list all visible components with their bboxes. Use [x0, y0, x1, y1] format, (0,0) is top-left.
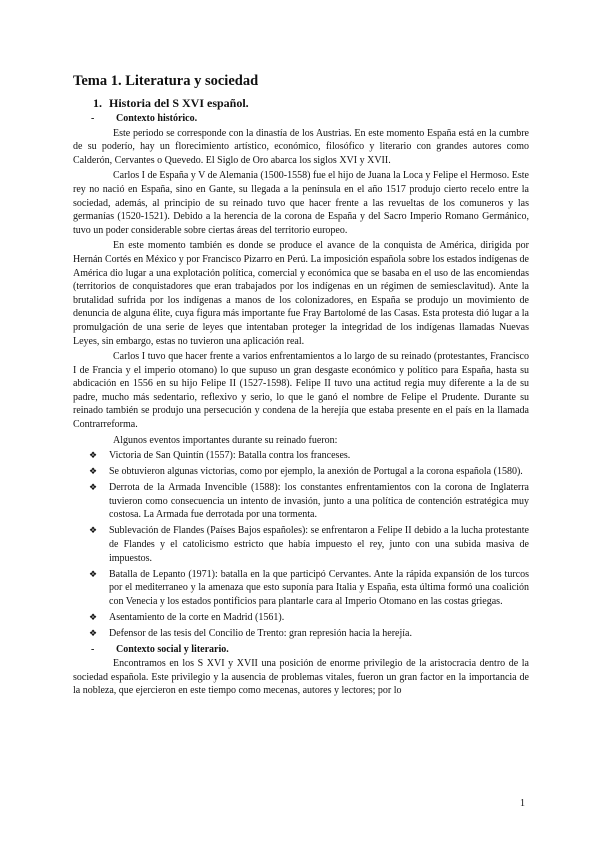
paragraph: En este momento también es donde se produce el avance de la conquista de América, dirigida por Hernán Cortés en México y por Francisco Pizarro en Perú. La imposición española sobre los estados indígenas de América dio lugar a una explotación política, comercial y económica que se basaba en el uso de las encomiendas (territorios de conquistadores que eran trabajados por los indígenas en un régimen de semiesclavitud). Ante la brutalidad sufrida por los indígenas a manos de los colonizadores, en España se produjo un movimiento de denuncia de alguna élite, cuya figura más importante fue Fray Bartolomé de las Casas. Esta protesta dió lugar a la promulgación de una serie de leyes que intentaban proteger la integridad de los indígenas llamadas Nuevas Leyes, sin embargo, estas no tuvieron una aplicación real.: [73, 240, 529, 347]
subsection-dash: -: [91, 643, 95, 655]
section-title: Historia del S XVI español.: [109, 96, 249, 110]
subsection-dash: -: [91, 113, 95, 124]
list-item: [73, 611, 529, 625]
list-item: [73, 449, 529, 463]
events-list: [73, 449, 529, 640]
subsection-heading-historical: [91, 112, 529, 126]
bullet-diamond-icon: ❖: [89, 568, 98, 579]
paragraph: Encontramos en los S XVI y XVII una posición de enorme privilegio de la aristocracia dentro de la sociedad española. Este privilegio y la ausencia de problemas vitales, fueron un gran factor en la importancia de la nobleza, que ejercieron en este tiempo como mecenas, autores y lectores; por lo: [73, 658, 529, 697]
bullet-diamond-icon: ❖: [89, 466, 98, 477]
list-item-text: Defensor de las tesis del Concilio de Trento: gran represión hacia la herejía.: [109, 627, 412, 639]
bullet-diamond-icon: ❖: [89, 627, 98, 638]
list-item-text: Asentamiento de la corte en Madrid (1561).: [109, 611, 285, 623]
list-item-text: Derrota de la Armada Invencible (1588): los constantes enfrentamientos con la corona de Inglaterra tuvieron como consecuencia un intento de invasión, junto a una política de contención estratégica muy costosa. La Armada fue derrotada por una tormenta.: [109, 482, 529, 521]
list-item: [73, 524, 529, 565]
paragraph: Carlos I de España y V de Alemania (1500-1558) fue el hijo de Juana la Loca y Felipe el Hermoso. Este rey no nació en España, sino en Gante, su llegada a la península en el año 1517 produjo cierto recelo entre la sociedad, además, al principio de su reinado tuvo que hacer frente a las revueltas de los comuneros y las germanías (1520-1521). Debido a la herencia de la corona de España y del Sacro Imperio Romano Germánico, tuvo un poder considerable sobre ciertas áreas del territorio europeo.: [73, 170, 529, 236]
section-number: 1.: [93, 96, 102, 110]
list-item: [73, 465, 529, 479]
bullet-diamond-icon: ❖: [89, 525, 98, 536]
section-heading: [93, 96, 529, 111]
subsection-title: Contexto social y literario.: [116, 643, 229, 655]
page-number: 1: [520, 798, 525, 809]
bullet-diamond-icon: ❖: [89, 611, 98, 622]
subsection-title: Contexto histórico.: [116, 113, 198, 124]
bullet-diamond-icon: ❖: [89, 482, 98, 493]
list-item-text: Sublevación de Flandes (Países Bajos españoles): se enfrentaron a Felipe II debido a la lucha protestante de Flandes y el catolicismo estricto que había impuesto el rey, junto con una subida masiva de impuestos.: [109, 525, 529, 564]
subsection-heading-social: [91, 643, 529, 657]
document-title: Tema 1. Literatura y sociedad: [73, 73, 259, 89]
list-item-text: Victoria de San Quintín (1557): Batalla contra los franceses.: [109, 450, 351, 462]
page-content: [73, 72, 529, 700]
list-item-text: Batalla de Lepanto (1971): batalla en la que participó Cervantes. Ante la rápida expansión de los turcos por el mediterraneo y la amenaza que esto suponía para Italia y España, esta última formó una coalición con Venecia y los estados pontificios para plantarle cara al Imperio Otomano en las costas griegas.: [109, 568, 529, 607]
paragraph: Este periodo se corresponde con la dinastía de los Austrias. En este momento España está en la cumbre de su poderío, hay un florecimiento artístico, económico, filosófico y literario con grandes autores como Calderón, Cervantes o Quevedo. El Siglo de Oro abarca los siglos XVI y XVII.: [73, 127, 529, 166]
list-item: [73, 481, 529, 522]
paragraph: Carlos I tuvo que hacer frente a varios enfrentamientos a lo largo de su reinado (protestantes, Francisco I de Francia y el imperio otomano) lo que supuso un gran desgaste económico y político para España, hasta su abdicación en 1556 en su hijo Felipe II (1527-1598). Felipe II tuvo una actitud regia muy diferente a la de su padre, mucho más sedentario, reflexivo y serio, lo que le ganó el nombre de Felipe el Prudente. Durante su reinado también se produjo una persecución y condena de la herejía que estaba presente en el país en la llamada Contrarreforma.: [73, 351, 529, 431]
events-intro: Algunos eventos importantes durante su reinado fueron:: [113, 434, 338, 446]
list-item-text: Se obtuvieron algunas victorias, como por ejemplo, la anexión de Portugal a la corona española (1580).: [109, 466, 523, 478]
bullet-diamond-icon: ❖: [89, 450, 98, 461]
list-item: [73, 627, 529, 641]
list-item: [73, 568, 529, 609]
